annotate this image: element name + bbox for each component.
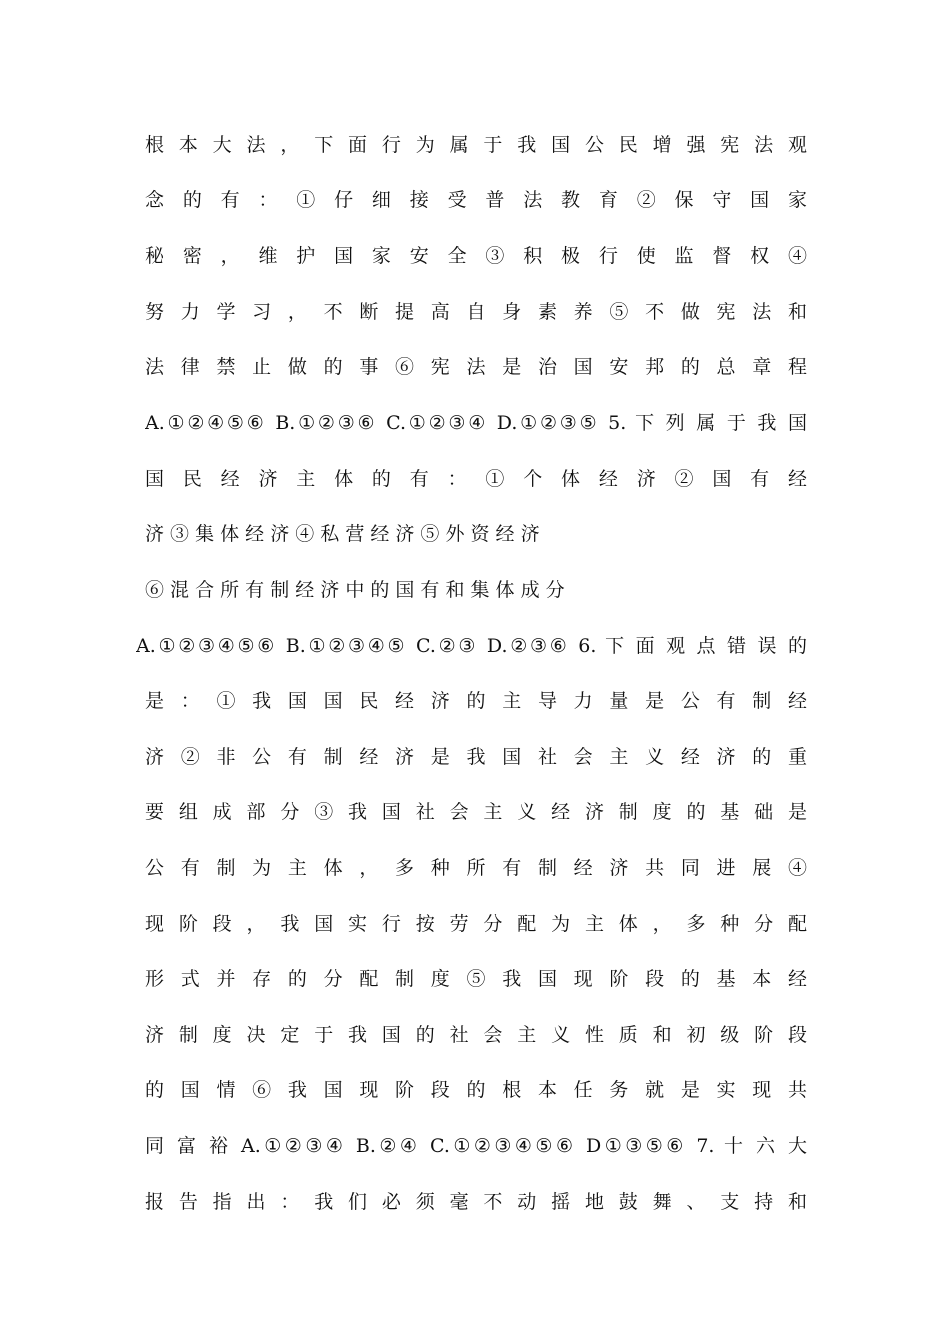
text-line: 报 告 指 出 ： 我 们 必 须 毫 不 动 摇 地 鼓 舞 、 支 持 和 [145, 1191, 807, 1213]
text-line: ⑥ 混 合 所 有 制 经 济 中 的 国 有 和 集 体 成 分 [145, 579, 565, 601]
text-line: 的 国 情 ⑥ 我 国 现 阶 段 的 根 本 任 务 就 是 实 现 共 [145, 1079, 807, 1101]
text-line: 要 组 成 部 分 ③ 我 国 社 会 主 义 经 济 制 度 的 基 础 是 [145, 801, 807, 823]
text-line: 济 ③ 集 体 经 济 ④ 私 营 经 济 ⑤ 外 资 经 济 [145, 523, 540, 545]
text-line: 根 本 大 法 ， 下 面 行 为 属 于 我 国 公 民 增 强 宪 法 观 [145, 134, 807, 156]
text-line: 同 富 裕 A.①②③④ B.②④ C.①②③④⑤⑥ D①③⑤⑥ 7. 十 六 大 [145, 1135, 807, 1157]
text-line: 是 ： ① 我 国 国 民 经 济 的 主 导 力 量 是 公 有 制 经 [145, 690, 807, 712]
text-line: 秘 密 ， 维 护 国 家 安 全 ③ 积 极 行 使 监 督 权 ④ [145, 245, 807, 267]
text-line: A.①②④⑤⑥ B.①②③⑥ C.①②③④ D.①②③⑤ 5. 下 列 属 于 我 国 [145, 412, 807, 434]
text-line: 公 有 制 为 主 体 ， 多 种 所 有 制 经 济 共 同 进 展 ④ [145, 857, 807, 879]
text-line: 念 的 有 ： ① 仔 细 接 受 普 法 教 育 ② 保 守 国 家 [145, 189, 807, 211]
text-line: 国 民 经 济 主 体 的 有 ： ① 个 体 经 济 ② 国 有 经 [145, 468, 807, 490]
text-line: 现 阶 段 ， 我 国 实 行 按 劳 分 配 为 主 体 ， 多 种 分 配 [145, 913, 807, 935]
text-line: A.①②③④⑤⑥ B.①②③④⑤ C.②③ D.②③⑥ 6. 下 面 观 点 错 误 的 [136, 635, 807, 657]
text-line: 济 制 度 决 定 于 我 国 的 社 会 主 义 性 质 和 初 级 阶 段 [145, 1024, 807, 1046]
text-line: 形 式 并 存 的 分 配 制 度 ⑤ 我 国 现 阶 段 的 基 本 经 [145, 968, 807, 990]
text-line: 济 ② 非 公 有 制 经 济 是 我 国 社 会 主 义 经 济 的 重 [145, 746, 807, 768]
text-line: 努 力 学 习 ， 不 断 提 高 自 身 素 养 ⑤ 不 做 宪 法 和 [145, 301, 807, 323]
text-line: 法 律 禁 止 做 的 事 ⑥ 宪 法 是 治 国 安 邦 的 总 章 程 [145, 356, 807, 378]
